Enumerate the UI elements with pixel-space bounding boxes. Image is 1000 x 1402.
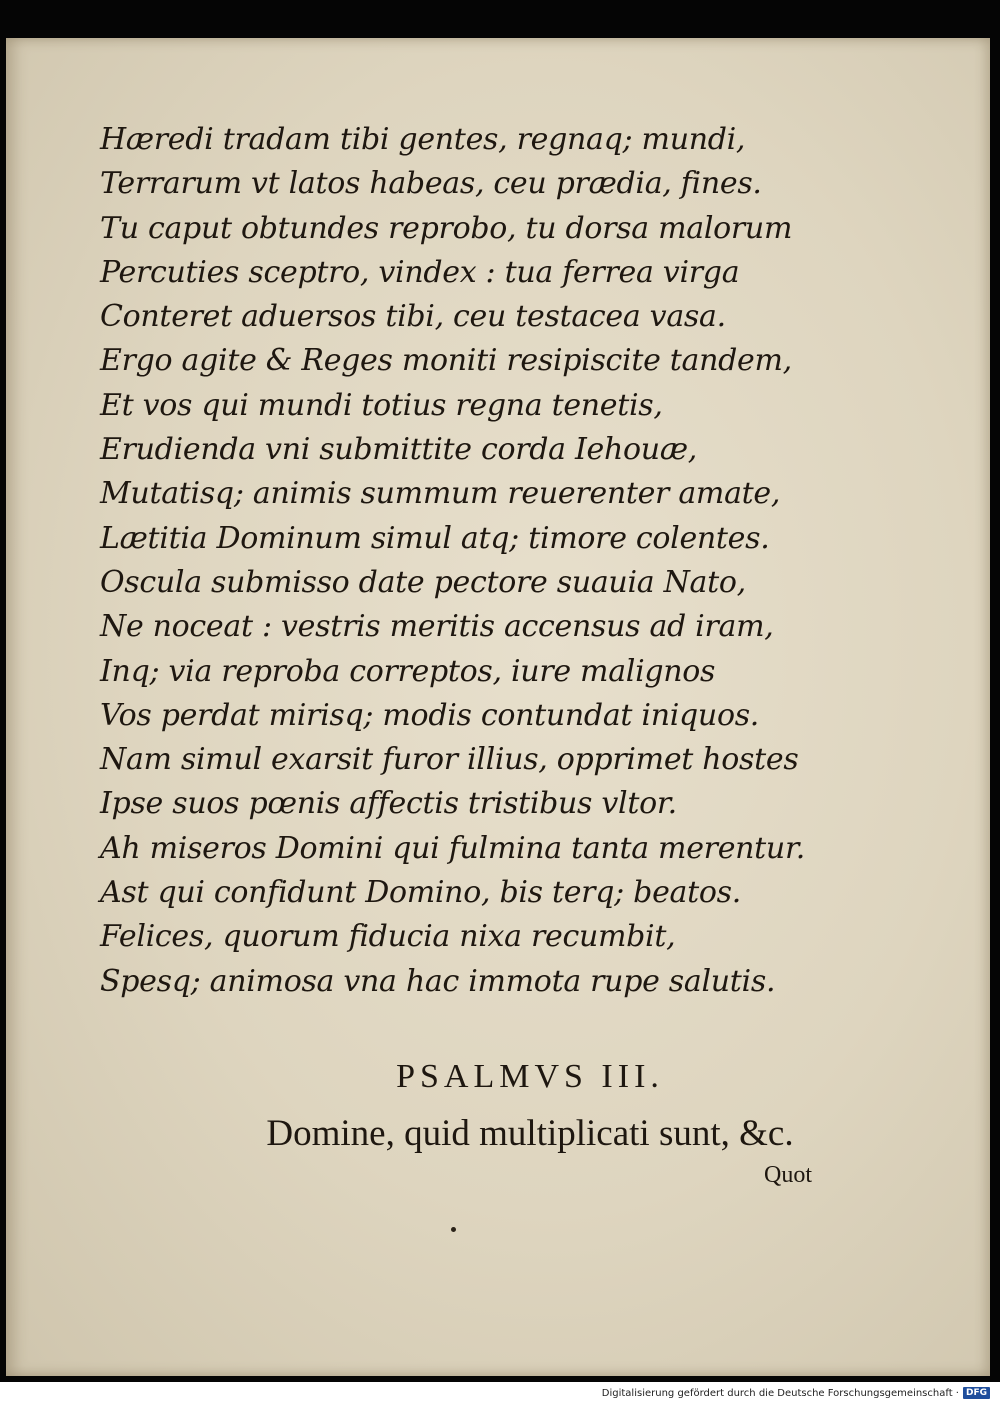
- psalm-incipit: Domine, quid multiplicati sunt, &c.: [266, 1113, 794, 1154]
- verse-line: Ne noceat : vestris meritis accensus ad iram,: [100, 609, 774, 645]
- verse-line: Nam simul exarsit furor illius, opprimet hostes: [100, 742, 799, 778]
- verse-line: Oscula submisso date pectore suauia Nato,: [100, 564, 746, 600]
- verse-line: Ast qui confidunt Domino, bis terq; beatos.: [100, 875, 741, 911]
- verse-line: Ipse suos pœnis affectis tristibus vltor.: [100, 786, 677, 822]
- verse-line: Ah miseros Domini qui fulmina tanta merentur.: [100, 830, 805, 866]
- verse-block: [100, 118, 860, 1004]
- printer-mark-dot: [451, 1227, 456, 1232]
- verse-line: Hæredi tradam tibi gentes, regnaq; mundi,: [100, 122, 746, 157]
- digitization-footer: [602, 1386, 990, 1400]
- footer-text: Digitalisierung gefördert durch die Deutsche Forschungsgemeinschaft ·: [601, 1387, 959, 1399]
- verse-line: Percuties sceptro, vindex : tua ferrea virga: [100, 254, 740, 290]
- verse-line: Ergo agite & Reges moniti resipiscite tandem,: [100, 343, 792, 379]
- verse-line: Spesq; animosa vna hac immota rupe salutis.: [100, 963, 776, 999]
- verse-line: Conteret aduersos tibi, ceu testacea vasa.: [100, 299, 726, 335]
- verse-line: Lætitia Dominum simul atq; timore colentes.: [100, 520, 770, 556]
- dfg-logo-icon: DFG: [963, 1387, 990, 1399]
- verse-line: Inq; via reproba correptos, iure malignos: [100, 653, 716, 689]
- verse-line: Mutatisq; animis summum reuerenter amate,: [100, 476, 781, 512]
- catchword: Quot: [764, 1162, 812, 1188]
- verse-line: Vos perdat mirisq; modis contundat iniquos.: [100, 697, 760, 733]
- verse-line: Erudienda vni submittite corda Iehouæ,: [100, 432, 697, 468]
- verse-line: Terrarum vt latos habeas, ceu prædia, fines.: [100, 166, 762, 202]
- verse-line: Et vos qui mundi totius regna tenetis,: [100, 387, 663, 423]
- psalm-title: PSALMVS III.: [396, 1058, 664, 1095]
- verse-line: Tu caput obtundes reprobo, tu dorsa malorum: [100, 210, 793, 246]
- verse-line: Felices, quorum fiducia nixa recumbit,: [100, 919, 676, 955]
